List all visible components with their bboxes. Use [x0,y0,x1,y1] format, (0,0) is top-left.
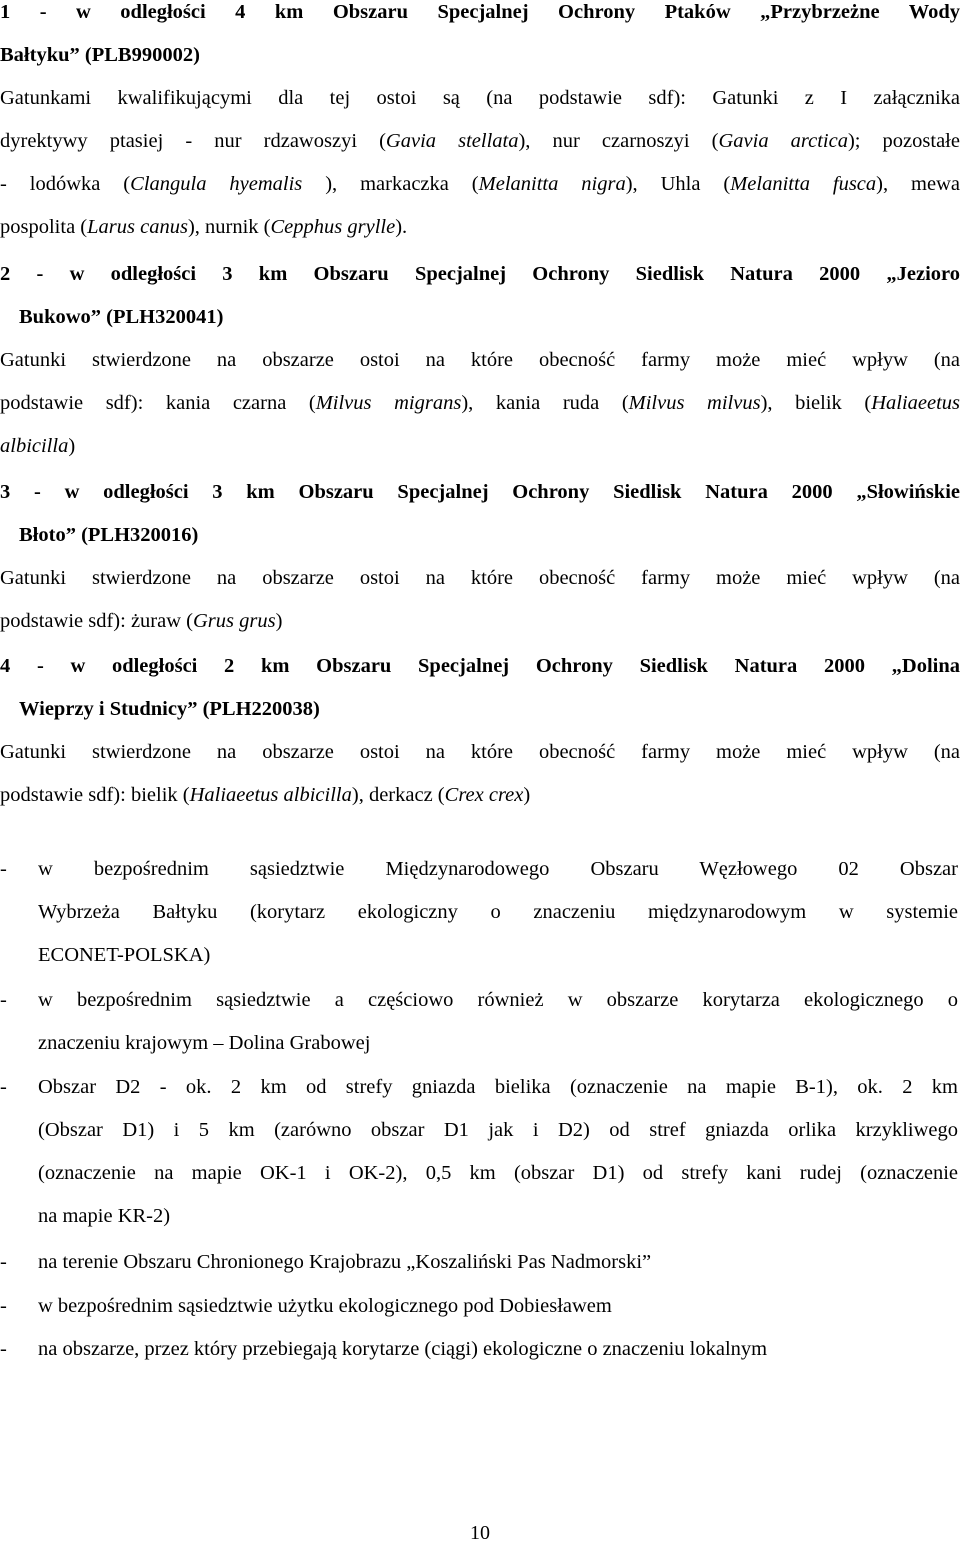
section-heading: 2 - w odległości 3 km Obszaru Specjalnej Ochrony Siedlisk Natura 2000 „Jezioro [0,263,960,285]
bullet-line: Obszar D2 - ok. 2 km od strefy gniazda bielika (oznaczenie na mapie B-1), ok. 2 km [38,1076,958,1098]
section-3 [0,481,960,632]
bullet-dash: - [0,1076,7,1098]
paragraph-line: podstawie sdf): bielik (Haliaeetus albicilla), derkacz (Crex crex) [0,784,531,806]
paragraph-line: albicilla) [0,435,76,457]
bullet-dash: - [0,1338,7,1360]
section-heading: 4 - w odległości 2 km Obszaru Specjalnej Ochrony Siedlisk Natura 2000 „Dolina [0,655,960,677]
bullet-line: (Obszar D1) i 5 km (zarówno obszar D1 jak i D2) od stref gniazda orlika krzykliwego [38,1119,958,1141]
bullet-line: w bezpośrednim sąsiedztwie użytku ekologicznego pod Dobiesławem [38,1295,612,1317]
bullet-dash: - [0,1251,7,1273]
bullet-line: na mapie KR-2) [38,1205,171,1227]
bullet-line: ECONET-POLSKA) [38,944,211,966]
paragraph-line: dyrektywy ptasiej - nur rdzawoszyi (Gavia stellata), nur czarnoszyi (Gavia arctica); pozostałe [0,130,960,152]
paragraph-line: Gatunki stwierdzone na obszarze ostoi na które obecność farmy może mieć wpływ (na [0,567,960,589]
section-heading: Bukowo” (PLH320041) [19,306,224,328]
section-heading: Bałtyku” (PLB990002) [0,44,200,66]
paragraph-line: Gatunki stwierdzone na obszarze ostoi na które obecność farmy może mieć wpływ (na [0,741,960,763]
bullet-line: w bezpośrednim sąsiedztwie Międzynarodowego Obszaru Węzłowego 02 Obszar [38,858,958,880]
section-2 [0,263,960,457]
paragraph-line: pospolita (Larus canus), nurnik (Cepphus grylle). [0,216,408,238]
section-1 [0,1,960,238]
bullet-dash: - [0,858,7,880]
page-number: 10 [470,1522,490,1544]
section-heading: Błoto” (PLH320016) [19,524,199,546]
bullet-line: na obszarze, przez który przebiegają korytarze (ciągi) ekologiczne o znaczeniu lokalnym [38,1338,768,1360]
bullet-dash: - [0,989,7,1011]
bullet-dash: - [0,1295,7,1317]
paragraph-line: - lodówka (Clangula hyemalis ), markaczka (Melanitta nigra), Uhla (Melanitta fusca), mewa [0,173,960,195]
bullet-line: (oznaczenie na mapie OK-1 i OK-2), 0,5 km (obszar D1) od strefy kani rudej (oznaczenie [38,1162,958,1184]
bullet-line: w bezpośrednim sąsiedztwie a częściowo również w obszarze korytarza ekologicznego o [38,989,958,1011]
bullet-line: Wybrzeża Bałtyku (korytarz ekologiczny o znaczeniu międzynarodowym w systemie [38,901,958,923]
section-heading: Wieprzy i Studnicy” (PLH220038) [19,698,320,720]
section-heading: 1 - w odległości 4 km Obszaru Specjalnej Ochrony Ptaków „Przybrzeżne Wody [0,1,960,23]
section-heading: 3 - w odległości 3 km Obszaru Specjalnej Ochrony Siedlisk Natura 2000 „Słowińskie [0,481,960,503]
section-4 [0,655,960,806]
bullet-line: na terenie Obszaru Chronionego Krajobrazu „Koszaliński Pas Nadmorski” [38,1251,652,1273]
paragraph-line: podstawie sdf): kania czarna (Milvus migrans), kania ruda (Milvus milvus), bielik (Haliaeetus [0,392,960,414]
bullet-line: znaczeniu krajowym – Dolina Grabowej [38,1032,371,1054]
paragraph-line: Gatunkami kwalifikującymi dla tej ostoi są (na podstawie sdf): Gatunki z I załącznika [0,87,960,109]
paragraph-line: Gatunki stwierdzone na obszarze ostoi na które obecność farmy może mieć wpływ (na [0,349,960,371]
paragraph-line: podstawie sdf): żuraw (Grus grus) [0,610,283,632]
